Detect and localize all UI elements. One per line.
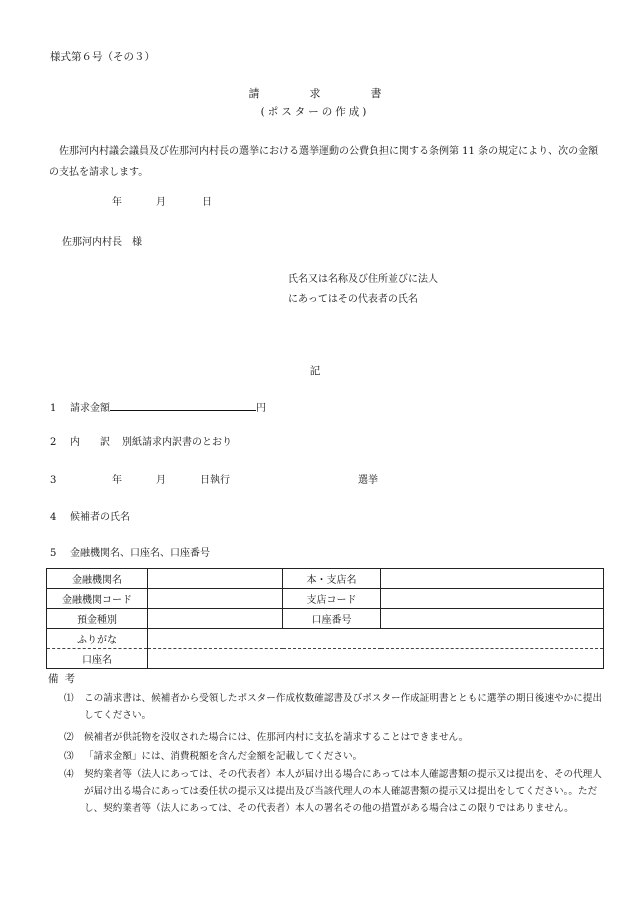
note-text: 候補者が供託物を没収された場合には、佐那河内村に支払を請求することはできません。 xyxy=(84,732,469,743)
table-row xyxy=(47,649,604,669)
bank-name-field[interactable] xyxy=(148,569,283,589)
note-marker: ⑶ xyxy=(64,751,74,762)
account-name-label: 口座名 xyxy=(47,649,148,669)
date-month-label: 月 xyxy=(156,197,166,208)
item-label: 内 訳 xyxy=(70,437,110,448)
notes-heading: 備考 xyxy=(48,673,81,685)
form-number: 様式第６号（その３） xyxy=(50,51,155,63)
item-number: 5 xyxy=(50,548,57,559)
item-label: 金融機関名、口座名、口座番号 xyxy=(70,548,210,559)
branch-name-label: 本・支店名 xyxy=(283,569,381,589)
applicant-line-2: にあってはその代表者の氏名 xyxy=(288,294,418,305)
account-number-field[interactable] xyxy=(381,609,604,629)
applicant-block xyxy=(288,270,438,310)
deposit-type-field[interactable] xyxy=(148,609,283,629)
election-held-label: 日執行 xyxy=(200,475,230,486)
account-name-field[interactable] xyxy=(148,649,604,669)
item-election xyxy=(50,475,470,487)
account-number-label: 口座番号 xyxy=(283,609,381,629)
item-breakdown xyxy=(50,437,232,449)
item-candidate xyxy=(50,512,130,524)
breakdown-value: 別紙請求内訳書のとおり xyxy=(122,437,232,448)
note-text: 契約業者等（法人にあっては、その代表者）本人が届け出る場合にあっては本人確認書類の提示又は提出を、その代理人が届け出る場合にあっては委任状の提示又は提出及び当該代理人の本人確認書類の提示又は提出をしてください。。ただし、契約業者等（法人にあっては、その代表者）本人の署名その他の措置がある場合はこの限りではありません。 xyxy=(84,769,602,814)
bank-name-label: 金融機関名 xyxy=(47,569,148,589)
note-item xyxy=(64,690,606,724)
deposit-type-label: 預金種別 xyxy=(47,609,148,629)
table-row xyxy=(47,609,604,629)
note-text: 「請求金額」には、消費税額を含んだ金額を記載してください。 xyxy=(84,751,363,762)
branch-code-label: 支店コード xyxy=(283,589,381,609)
note-item xyxy=(64,748,606,765)
item-bank xyxy=(50,548,210,560)
document-title: 請求書 xyxy=(248,87,432,100)
item-label: 請求金額 xyxy=(70,403,110,414)
table-row xyxy=(47,589,604,609)
item-amount xyxy=(50,400,266,415)
furigana-label: ふりがな xyxy=(47,629,148,649)
branch-name-field[interactable] xyxy=(381,569,604,589)
note-marker: ⑴ xyxy=(64,693,74,704)
item-label: 候補者の氏名 xyxy=(70,512,130,523)
document-subtitle: (ポスターの作成) xyxy=(260,106,370,118)
request-date xyxy=(112,197,212,209)
applicant-line-1: 氏名又は名称及び住所並びに法人 xyxy=(288,274,438,285)
addressee: 佐那河内村長 様 xyxy=(62,237,142,248)
note-item xyxy=(64,766,606,817)
date-day-label: 日 xyxy=(202,197,212,208)
table-row xyxy=(47,569,604,589)
item-number: 4 xyxy=(50,512,57,523)
note-marker: ⑵ xyxy=(64,732,74,743)
item-number: 3 xyxy=(50,475,57,486)
furigana-field[interactable] xyxy=(148,629,604,649)
yen-unit: 円 xyxy=(256,403,266,414)
amount-field[interactable] xyxy=(110,400,256,411)
note-marker: ⑷ xyxy=(64,769,74,780)
table-row xyxy=(47,629,604,649)
item-number: 2 xyxy=(50,437,57,448)
bank-code-label: 金融機関コード xyxy=(47,589,148,609)
date-year-label: 年 xyxy=(112,197,122,208)
note-item xyxy=(64,729,606,746)
intro-paragraph: 佐那河内村議会議員及び佐那河内村長の選挙における選挙運動の公費負担に関する条例第 11 条の規定により、次の金額の支払を請求します。 xyxy=(49,146,599,178)
bank-code-field[interactable] xyxy=(148,589,283,609)
item-number: 1 xyxy=(50,403,57,414)
note-text: この請求書は、候補者から受領したポスター作成枚数確認書及びポスター作成証明書とともに選挙の期日後速やかに提出してください。 xyxy=(84,693,603,721)
ki-heading: 記 xyxy=(309,365,321,377)
election-senkyo-label: 選挙 xyxy=(358,475,378,486)
election-month-label: 月 xyxy=(156,475,166,486)
branch-code-field[interactable] xyxy=(381,589,604,609)
election-year-label: 年 xyxy=(112,475,122,486)
bank-account-table xyxy=(46,568,604,669)
